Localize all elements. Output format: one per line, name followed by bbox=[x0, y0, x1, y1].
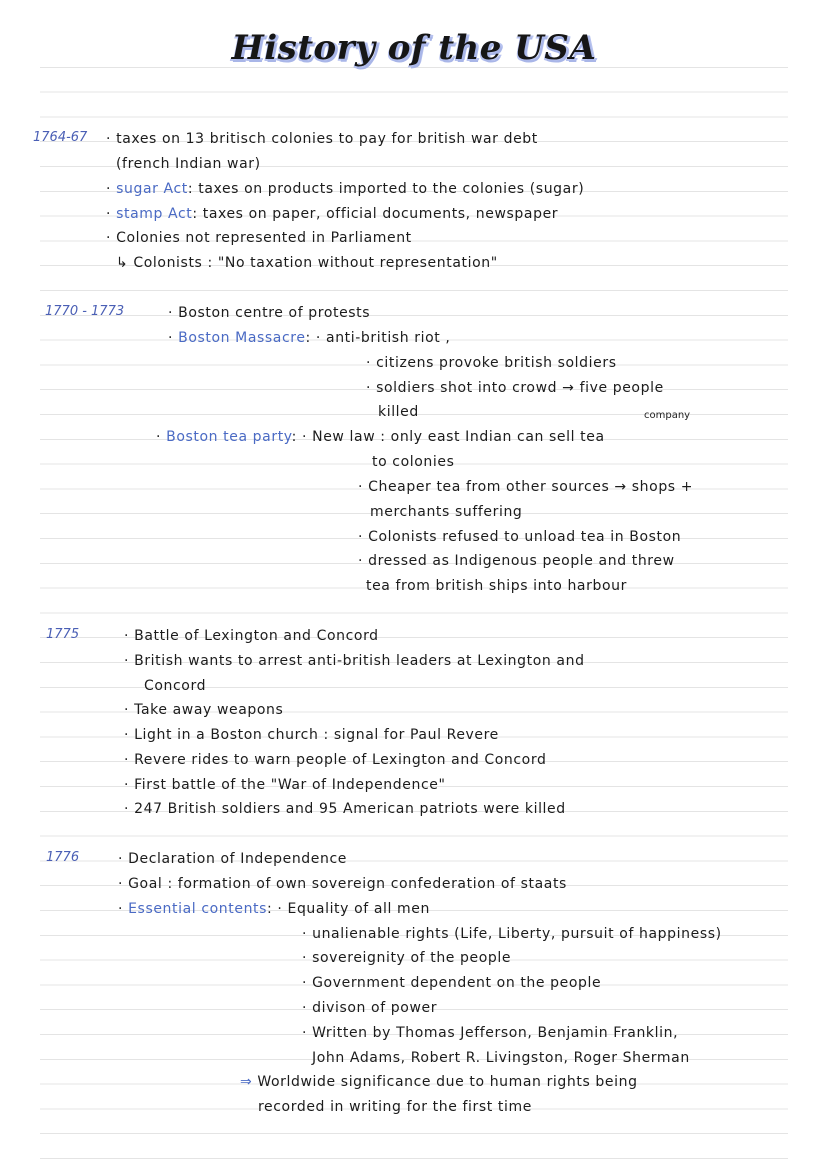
note-line: · British wants to arrest anti-british leaders at Lexington and bbox=[124, 653, 585, 669]
page-title: History of the USA bbox=[231, 28, 597, 68]
term-label: stamp Act bbox=[116, 206, 193, 222]
note-line: · sovereignity of the people bbox=[302, 950, 512, 966]
note-line: · Goal : formation of own sovereign confederation of staats bbox=[118, 876, 567, 892]
note-line: · Boston tea party: · New law : only east Indian can sell tea bbox=[156, 429, 605, 445]
implies-arrow-icon: ⇒ bbox=[240, 1074, 258, 1090]
note-line: · Government dependent on the people bbox=[302, 975, 602, 991]
note-line: · Declaration of Independence bbox=[118, 851, 347, 867]
note-line: · unalienable rights (Life, Liberty, pursuit of happiness) bbox=[302, 926, 722, 942]
term-label: Boston tea party bbox=[166, 429, 292, 445]
note-line: · Battle of Lexington and Concord bbox=[124, 628, 379, 644]
note-line: ↳ Colonists : "No taxation without representation" bbox=[116, 255, 498, 271]
note-line: · 247 British soldiers and 95 American patriots were killed bbox=[124, 801, 566, 817]
section-date-1770: 1770 - 1773 bbox=[45, 304, 125, 319]
note-line: · sugar Act: taxes on products imported to the colonies (sugar) bbox=[106, 181, 585, 197]
note-line: merchants suffering bbox=[370, 504, 523, 520]
note-line: · Colonists refused to unload tea in Boston bbox=[358, 529, 682, 545]
note-line: · citizens provoke british soldiers bbox=[366, 355, 617, 371]
section-date-1764: 1764-67 bbox=[33, 130, 88, 145]
note-line: · Written by Thomas Jefferson, Benjamin Franklin, bbox=[302, 1025, 679, 1041]
note-line: · Light in a Boston church : signal for Paul Revere bbox=[124, 727, 499, 743]
note-line: John Adams, Robert R. Livingston, Roger Sherman bbox=[312, 1050, 690, 1066]
note-line: · divison of power bbox=[302, 1000, 438, 1016]
note-line: · stamp Act: taxes on paper, official documents, newspaper bbox=[106, 206, 559, 222]
note-line: Concord bbox=[144, 678, 207, 694]
term-label: Essential contents bbox=[128, 901, 268, 917]
right-margin bbox=[788, 0, 828, 1171]
note-line: · Cheaper tea from other sources → shops + bbox=[358, 479, 694, 495]
section-date-1776: 1776 bbox=[46, 850, 80, 865]
term-label: sugar Act bbox=[116, 181, 188, 197]
note-line: · taxes on 13 britisch colonies to pay for british war debt bbox=[106, 131, 538, 147]
note-line: (french Indian war) bbox=[116, 156, 261, 172]
term-label: Boston Massacre bbox=[178, 330, 306, 346]
note-line: · First battle of the "War of Independence" bbox=[124, 777, 446, 793]
section-date-1775: 1775 bbox=[46, 627, 80, 642]
note-line: · Boston Massacre: · anti-british riot , bbox=[168, 330, 451, 346]
note-line: · Essential contents: · Equality of all men bbox=[118, 901, 430, 917]
note-line: · Colonies not represented in Parliament bbox=[106, 230, 412, 246]
note-line: · Revere rides to warn people of Lexington and Concord bbox=[124, 752, 547, 768]
left-margin bbox=[0, 0, 40, 1171]
note-line: · Take away weapons bbox=[124, 702, 284, 718]
note-line: · Boston centre of protests bbox=[168, 305, 371, 321]
note-line: to colonies bbox=[372, 454, 455, 470]
note-line: tea from british ships into harbour bbox=[366, 578, 627, 594]
note-line: recorded in writing for the first time bbox=[258, 1099, 532, 1115]
note-line: · soldiers shot into crowd → five people bbox=[366, 380, 664, 396]
note-line: killed bbox=[378, 404, 419, 420]
note-line: ⇒ Worldwide significance due to human rights being bbox=[240, 1074, 638, 1090]
note-line: · dressed as Indigenous people and threw bbox=[358, 553, 675, 569]
inserted-word: company bbox=[644, 410, 691, 421]
